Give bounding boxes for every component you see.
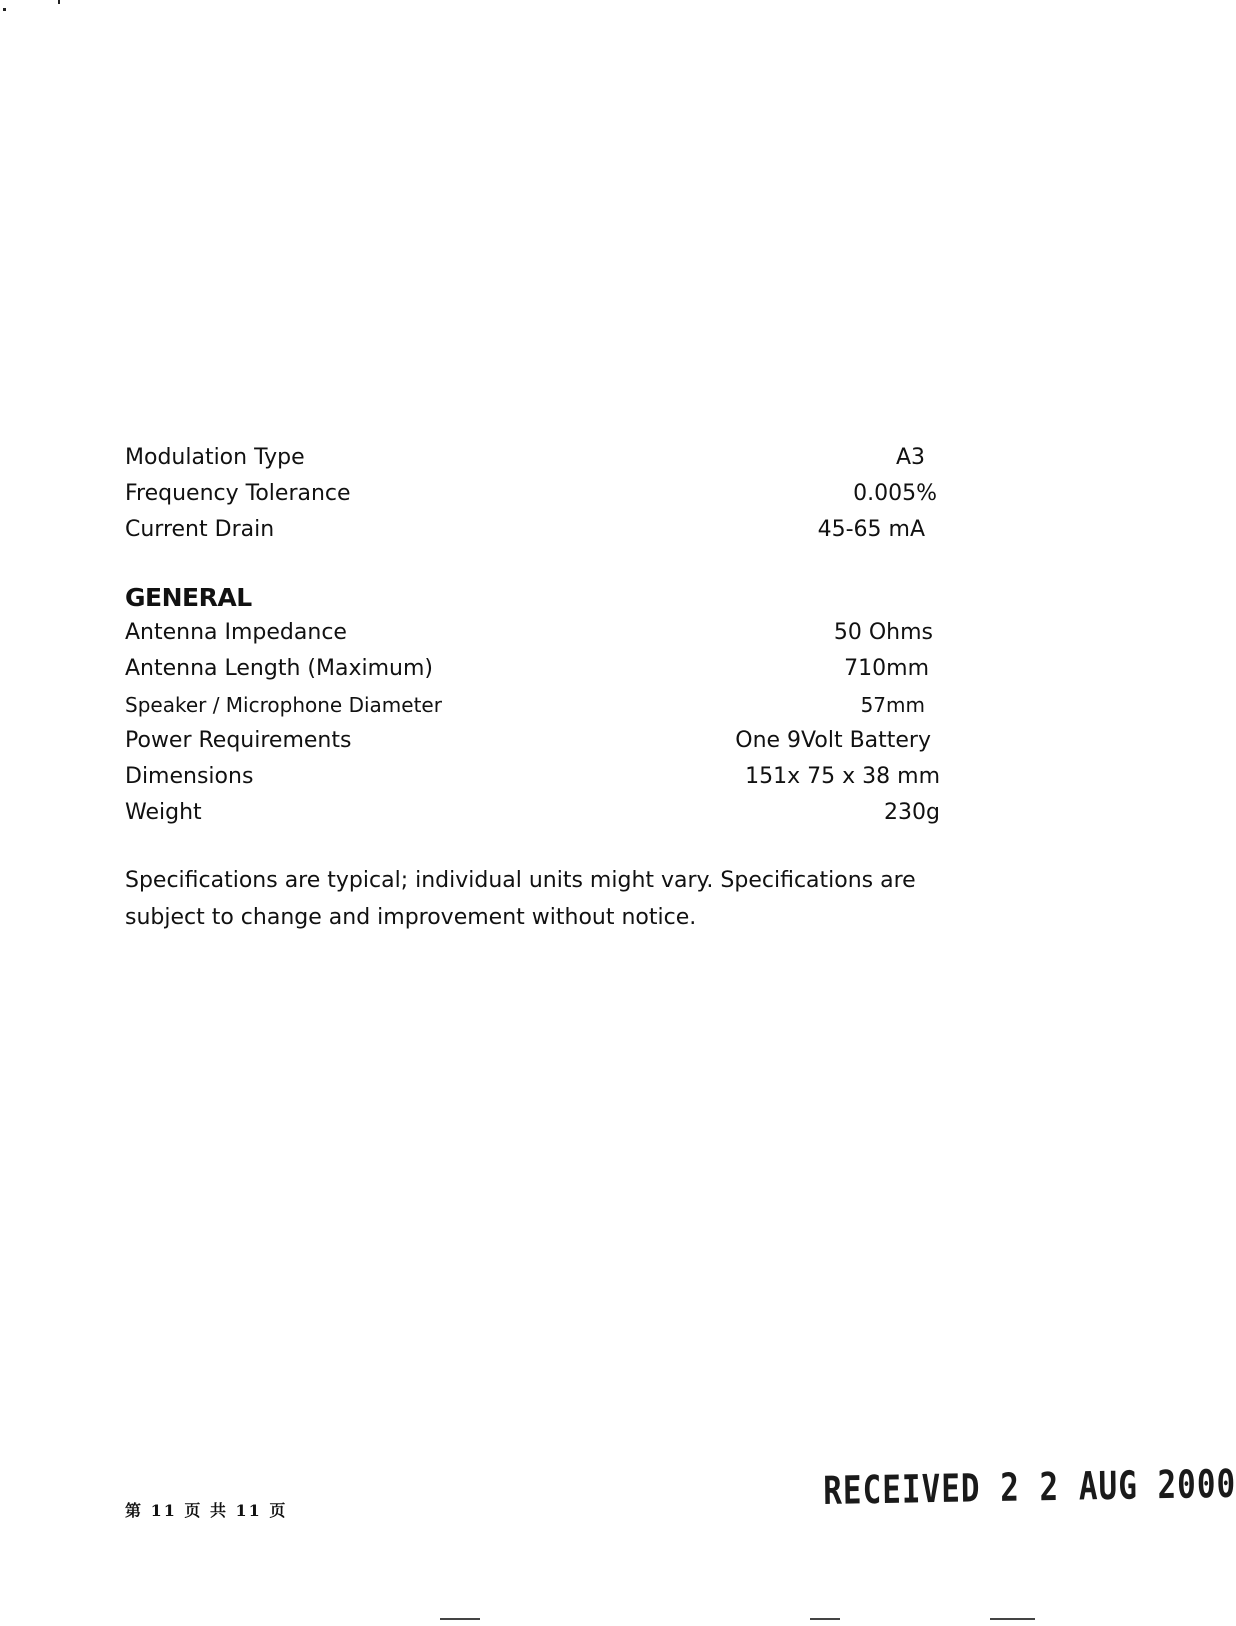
page-indicator: 第 11 页 共 11 页	[125, 1501, 288, 1520]
spec-row-modulation-type	[125, 440, 935, 476]
specifications-note: Specifications are typical; individual units might vary. Specifications are subject to change and improvement without notice.	[125, 868, 916, 930]
spec-label: Antenna Impedance	[125, 620, 347, 645]
spec-row-current-drain	[125, 512, 935, 548]
scan-artifact-line	[810, 1618, 840, 1620]
spec-label: Dimensions	[125, 764, 254, 789]
spec-label: Modulation Type	[125, 445, 305, 470]
scan-artifact-line	[440, 1618, 480, 1620]
spec-table-general	[125, 615, 940, 831]
spec-label: Frequency Tolerance	[125, 481, 351, 506]
spec-row-weight	[125, 795, 940, 831]
spec-value: 57mm	[860, 693, 925, 717]
scan-speck	[3, 8, 6, 11]
spec-value: 710mm	[844, 656, 929, 681]
spec-value: 50 Ohms	[833, 620, 933, 645]
spec-row-speaker-mic-diameter	[125, 687, 935, 723]
spec-value: One 9Volt Battery	[735, 728, 931, 753]
spec-table-top	[125, 440, 935, 548]
scan-speck	[58, 0, 60, 4]
received-stamp: RECEIVED 2 2 AUG 2000	[823, 1461, 1236, 1514]
spec-label: Weight	[125, 800, 202, 825]
spec-label: Power Requirements	[125, 728, 352, 753]
spec-row-antenna-impedance	[125, 615, 935, 651]
spec-value: 0.005%	[853, 481, 937, 506]
spec-value: A3	[895, 445, 925, 470]
spec-label: Speaker / Microphone Diameter	[125, 693, 442, 717]
spec-value: 45-65 mA	[817, 517, 925, 542]
spec-label: Current Drain	[125, 517, 275, 542]
spec-value: 151x 75 x 38 mm	[745, 764, 940, 789]
spec-label: Antenna Length (Maximum)	[125, 656, 433, 681]
spec-row-power-requirements	[125, 723, 935, 759]
spec-value: 230g	[884, 800, 940, 825]
spec-row-dimensions	[125, 759, 940, 795]
section-heading-general: GENERAL	[125, 583, 252, 612]
spec-row-frequency-tolerance	[125, 476, 935, 512]
spec-row-antenna-length	[125, 651, 935, 687]
scan-artifact-line	[990, 1618, 1035, 1620]
